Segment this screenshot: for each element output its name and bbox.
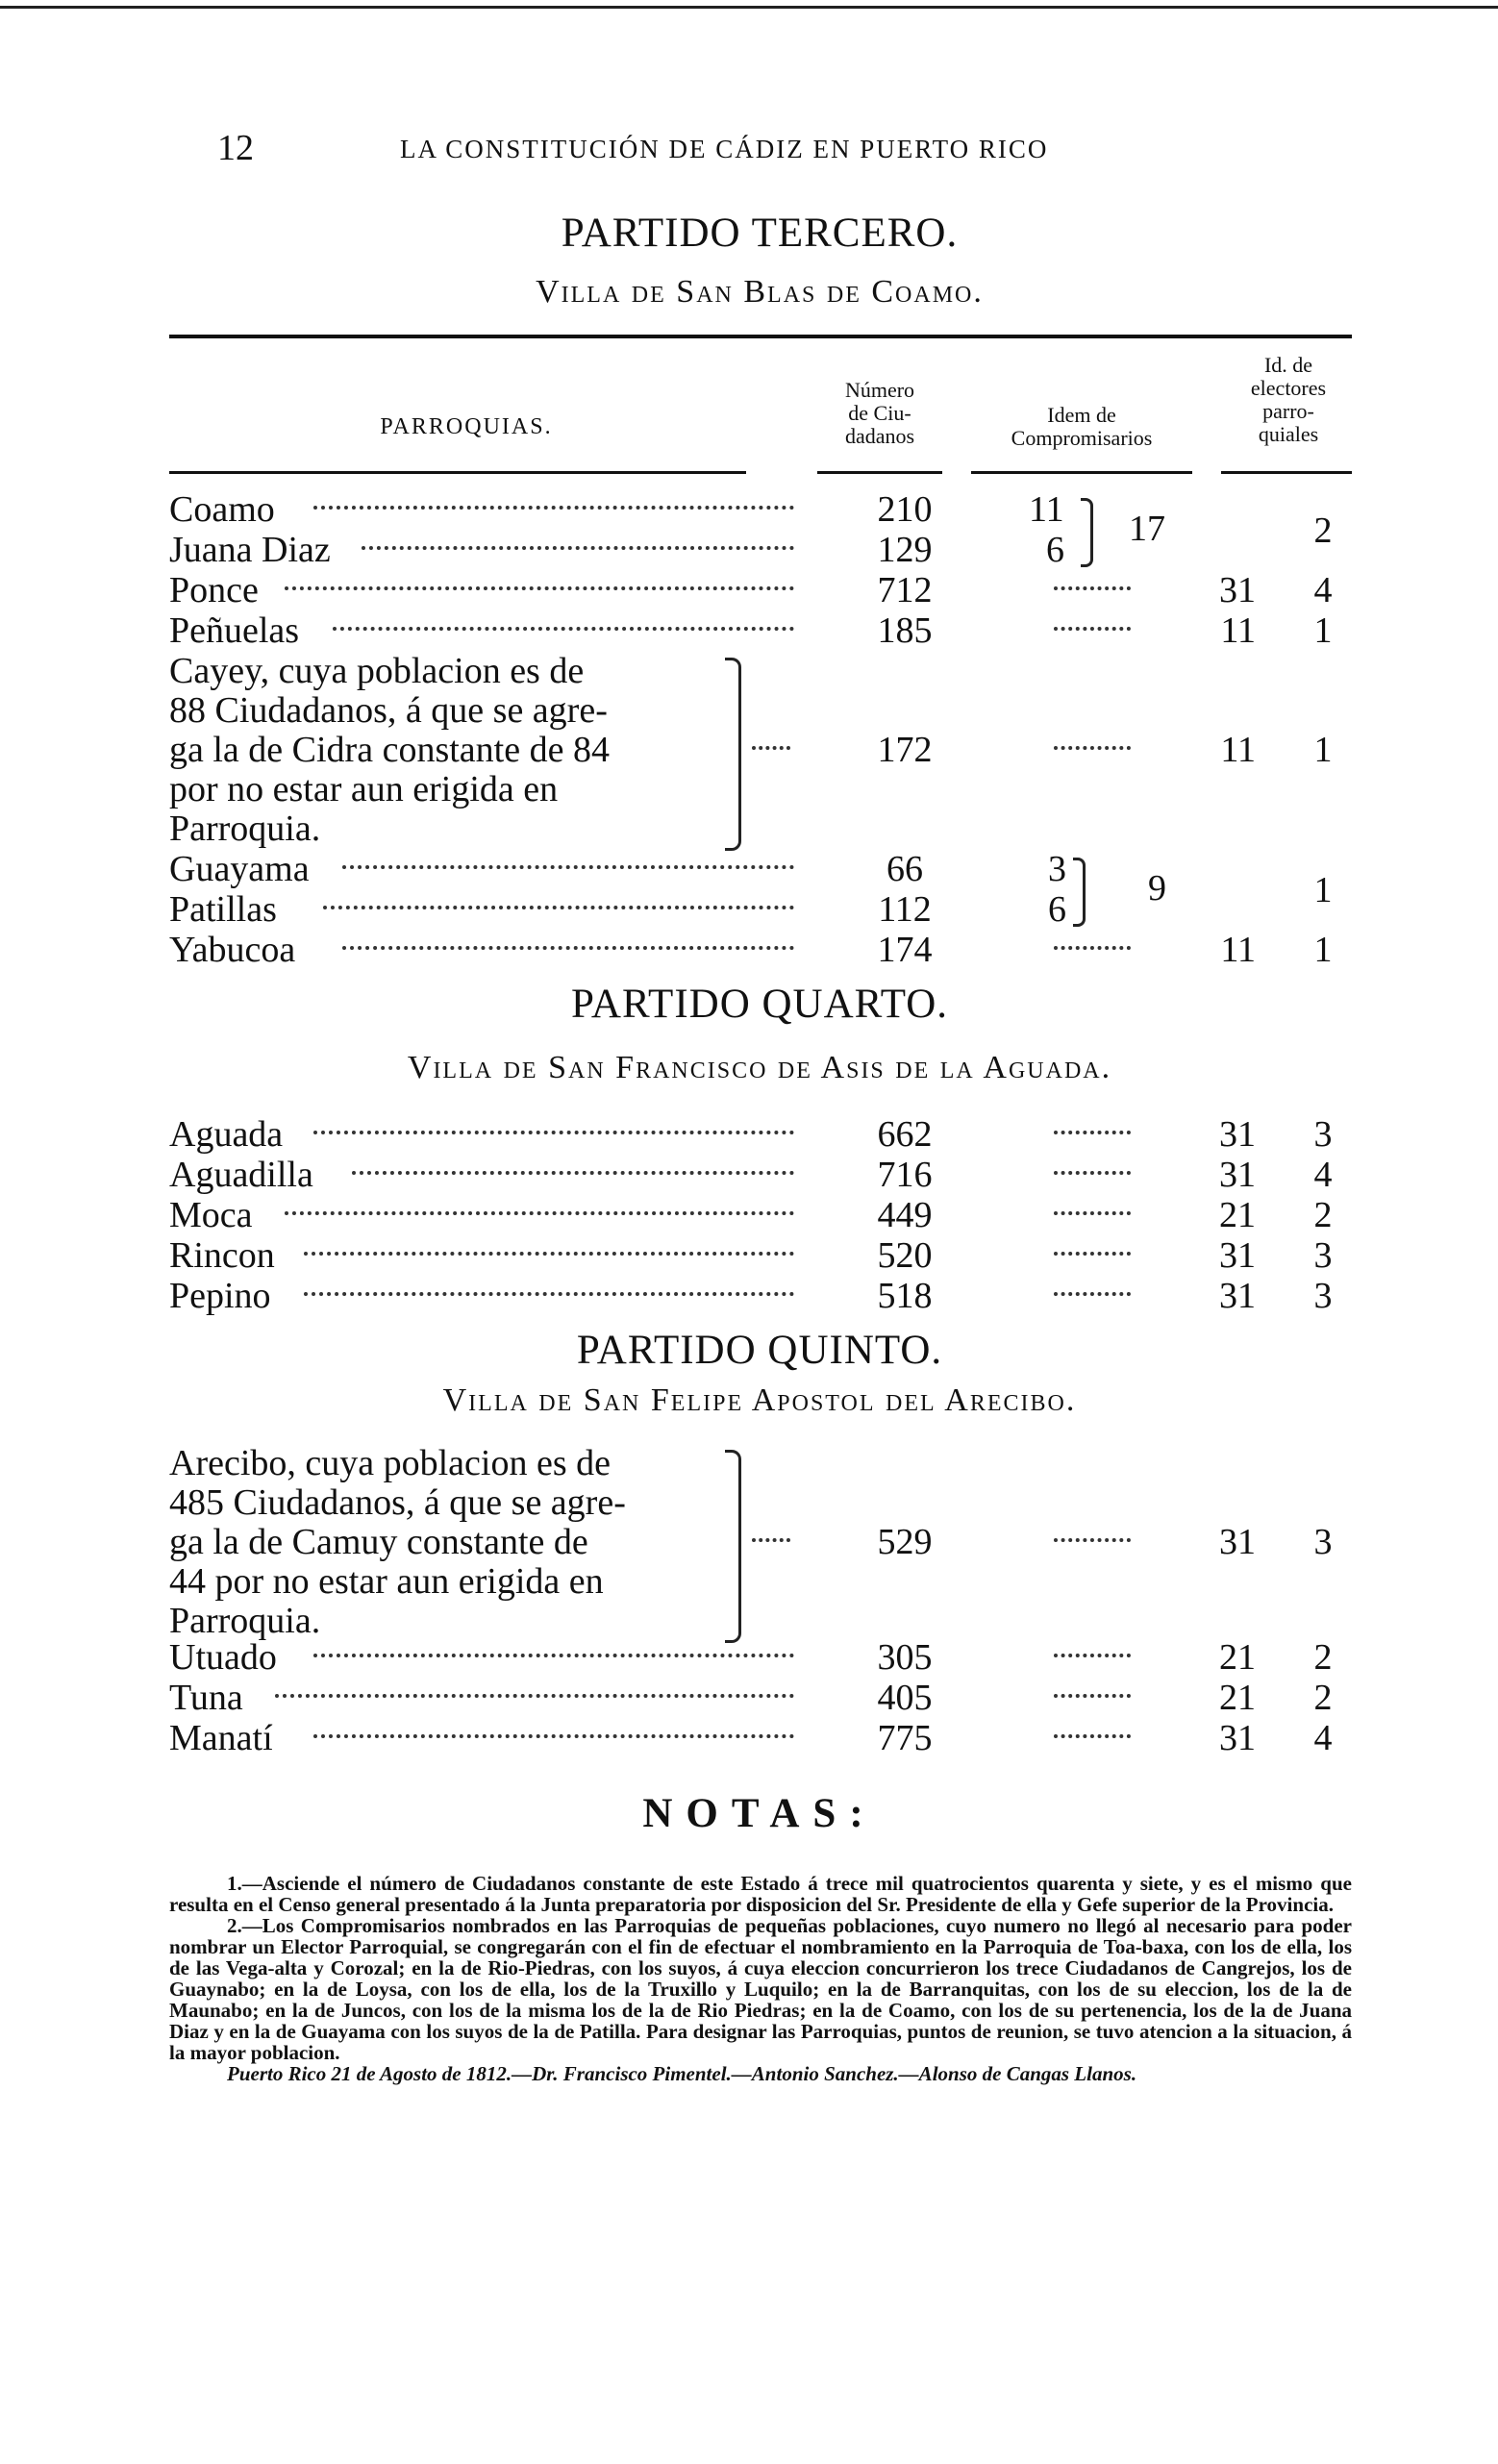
- leader-dots: [285, 1211, 794, 1215]
- electores-value: 3: [1313, 1114, 1333, 1155]
- table-row-multiline: [169, 1442, 1352, 1649]
- leader-dots: [362, 546, 794, 550]
- compromisarios-value: 21: [1219, 1195, 1256, 1235]
- ciudadanos-value: 305: [877, 1637, 933, 1678]
- ciudadanos-value: 712: [877, 570, 933, 610]
- header-rule-numero: [817, 471, 942, 474]
- header-electores: [1221, 354, 1356, 446]
- parroquia-name: Manatí: [169, 1718, 273, 1758]
- electores-value: 2: [1313, 510, 1333, 551]
- leader-dots: [313, 506, 794, 510]
- header-rule-parroquias: [169, 471, 746, 474]
- leader-dots: [752, 746, 790, 750]
- compromisarios-group: [1029, 488, 1183, 575]
- leader-dots: [342, 946, 794, 950]
- compromisarios-value: 11: [1029, 489, 1064, 530]
- villa-coamo-heading: Villa de San Blas de Coamo.: [536, 274, 984, 310]
- table-row: [169, 1194, 1352, 1234]
- leader-dots: [313, 1734, 794, 1738]
- header-rule-compromisarios: [971, 471, 1192, 474]
- header-numero-line: de Ciu-: [848, 401, 911, 425]
- villa-aguada-heading: Villa de San Francisco de Asis de la Aguada.: [407, 1050, 1112, 1085]
- compromisarios-value: 11: [1220, 930, 1256, 970]
- signature-line: Puerto Rico 21 de Agosto de 1812.—Dr. Francisco Pimentel.—Antonio Sanchez.—Alonso de Cangas Llanos.: [227, 2062, 1137, 2085]
- page-number: 12: [217, 128, 254, 168]
- parroquia-name: Aguadilla: [169, 1155, 313, 1195]
- table-row: [169, 610, 1352, 650]
- parroquia-name: Rincon: [169, 1235, 275, 1276]
- leader-dots: [1054, 1131, 1131, 1134]
- header-electores-line: quiales: [1258, 422, 1319, 446]
- electores-value: 4: [1313, 1718, 1333, 1758]
- notes-block: [169, 1873, 1352, 2084]
- ciudadanos-value: 518: [877, 1276, 933, 1316]
- parroquia-line: 44 por no estar aun erigida en: [169, 1561, 604, 1602]
- leader-dots: [313, 1131, 794, 1134]
- header-compromisarios: [971, 404, 1192, 450]
- table-row: [169, 1113, 1352, 1154]
- compromisarios-value: 31: [1219, 1114, 1256, 1155]
- leader-dots: [1054, 1252, 1131, 1256]
- leader-dots: [1054, 1292, 1131, 1296]
- leader-dots: [1054, 1654, 1131, 1657]
- electores-value: 1: [1313, 610, 1333, 651]
- electores-value: 4: [1313, 570, 1333, 610]
- partido-quinto-heading: PARTIDO QUINTO.: [576, 1328, 943, 1373]
- parroquia-line: Arecibo, cuya poblacion es de: [169, 1443, 611, 1483]
- leader-dots: [1054, 1211, 1131, 1215]
- leader-dots: [313, 1654, 794, 1657]
- compromisarios-value: 31: [1219, 1155, 1256, 1195]
- leader-dots: [1054, 627, 1131, 631]
- ciudadanos-value: 174: [877, 930, 933, 970]
- leader-dots: [342, 865, 794, 869]
- table-row: [169, 569, 1352, 610]
- compromisarios-value: 6: [1048, 889, 1066, 930]
- note-paragraph: 1.—Asciende el número de Ciudadanos constante de este Estado á trece mil quatrocientos quarenta y siete, y es el mismo que resulta en el Censo general presentado á la Junta preparatoria por disposicion del Sr. Presidente de ella y Gefe superior de la Provincia.: [169, 1872, 1352, 1916]
- parroquia-name: Juana Diaz: [169, 530, 331, 570]
- compromisarios-value: 21: [1219, 1678, 1256, 1718]
- parroquia-name: Yabucoa: [169, 930, 296, 970]
- parroquia-name: Utuado: [169, 1637, 277, 1678]
- ciudadanos-value: 716: [877, 1155, 933, 1195]
- header-numero: [808, 379, 952, 448]
- leader-dots: [1054, 1734, 1131, 1738]
- compromisarios-value: 11: [1220, 610, 1256, 651]
- villa-arecibo-heading: Villa de San Felipe Apostol del Arecibo.: [442, 1382, 1077, 1418]
- compromisarios-value: 31: [1219, 1276, 1256, 1316]
- running-title: LA CONSTITUCIÓN DE CÁDIZ EN PUERTO RICO: [400, 135, 1049, 163]
- parroquia-line: ga la de Cidra constante de 84: [169, 730, 610, 770]
- table-row-multiline: [169, 650, 1352, 857]
- ciudadanos-value: 66: [886, 849, 923, 889]
- top-border: [0, 6, 1498, 9]
- leader-dots: [1054, 946, 1131, 950]
- parroquia-name: Patillas: [169, 889, 277, 930]
- leader-dots: [1054, 1694, 1131, 1698]
- note-paragraph: 2.—Los Compromisarios nombrados en las Parroquias de pequeñas poblaciones, cuyo numero no llegó al necesario para poder nombrar un Elector Parroquial, se congregarán con el fin de efectuar el nombramiento en la Parroquia de Toa-baxa, con los de ella, los de las Vega-alta y Corozal; en la de Rio-Piedras, con los suyos, á cuya eleccion concurrieron los trece Ciudadanos de Cangrejos, los de Guaynabo; en la de Loysa, con los de ella, los de la Truxillo y Luquilo; en la de Barranquitas, con los de su eleccion, los de la de Maunabo; en la de Juncos, con los de la misma los de la de Rio Piedras; en la de Coamo, con los de su pertenencia, los de la de Juana Diaz y en la de Guayama con los suyos de la de Patilla. Para designar las Parroquias, puntos de reunion, se tuvo atencion a la situacion, á la mayor poblacion.: [169, 1914, 1352, 2064]
- electores-group: [1294, 869, 1352, 911]
- partido-tercero-heading: PARTIDO TERCERO.: [561, 211, 959, 256]
- ciudadanos-value: 129: [877, 530, 933, 570]
- header-compromisarios-line: Idem de: [1047, 403, 1116, 427]
- leader-dots: [352, 1171, 794, 1175]
- compromisarios-value: 31: [1219, 570, 1256, 610]
- group-brace: [1081, 498, 1093, 567]
- row-brace: [725, 658, 741, 851]
- parroquia-line: 88 Ciudadanos, á que se agre-: [169, 690, 608, 731]
- ciudadanos-value: 112: [878, 889, 932, 930]
- header-numero-line: Número: [844, 378, 915, 402]
- leader-dots: [1054, 586, 1131, 590]
- compromisarios-value: 3: [1048, 849, 1066, 889]
- running-head: [217, 127, 1198, 175]
- group-brace: [1073, 858, 1086, 927]
- table-row: [169, 1154, 1352, 1194]
- parroquia-name: Moca: [169, 1195, 253, 1235]
- ciudadanos-value: 520: [877, 1235, 933, 1276]
- ciudadanos-value: 529: [877, 1522, 933, 1562]
- table-row: [169, 1234, 1352, 1275]
- notas-heading: NOTAS:: [642, 1791, 877, 1836]
- parroquia-name: Ponce: [169, 570, 259, 610]
- header-parroquias: PARROQUIAS.: [380, 414, 553, 439]
- compromisarios-value: 6: [1046, 530, 1064, 570]
- ciudadanos-value: 662: [877, 1114, 933, 1155]
- compromisarios-value: 21: [1219, 1637, 1256, 1678]
- table-top-rule: [169, 335, 1352, 338]
- electores-group: [1294, 510, 1352, 552]
- table-row: [169, 1636, 1352, 1677]
- leader-dots: [1054, 1171, 1131, 1175]
- parroquia-line: Parroquia.: [169, 809, 321, 849]
- compromisarios-value: 31: [1219, 1718, 1256, 1758]
- header-numero-line: dadanos: [844, 424, 915, 448]
- parroquia-line: Cayey, cuya poblacion es de: [169, 651, 585, 691]
- compromisarios-total: 17: [1129, 509, 1165, 549]
- table-row: [169, 1717, 1352, 1757]
- leader-dots: [1054, 1538, 1131, 1542]
- parroquia-name: Coamo: [169, 489, 275, 530]
- leader-dots: [1054, 746, 1131, 750]
- table-row: [169, 1677, 1352, 1717]
- ciudadanos-value: 405: [877, 1678, 933, 1718]
- parroquia-line: 485 Ciudadanos, á que se agre-: [169, 1482, 626, 1523]
- leader-dots: [304, 1292, 794, 1296]
- parroquia-name: Guayama: [169, 849, 310, 889]
- leader-dots: [304, 1252, 794, 1256]
- parroquia-name: Tuna: [169, 1678, 243, 1718]
- compromisarios-group: [1048, 848, 1192, 934]
- parroquia-name: Peñuelas: [169, 610, 300, 651]
- header-electores-line: electores: [1250, 376, 1327, 400]
- table-row: [169, 1275, 1352, 1315]
- electores-value: 2: [1313, 1637, 1333, 1678]
- header-compromisarios-line: Compromisarios: [1011, 426, 1153, 450]
- ciudadanos-value: 185: [877, 610, 933, 651]
- ciudadanos-value: 172: [877, 730, 933, 770]
- electores-value: 2: [1313, 1678, 1333, 1718]
- parroquia-name: Aguada: [169, 1114, 284, 1155]
- leader-dots: [323, 906, 794, 909]
- ciudadanos-value: 775: [877, 1718, 933, 1758]
- leader-dots: [275, 1694, 794, 1698]
- compromisarios-value: 31: [1219, 1235, 1256, 1276]
- electores-value: 3: [1313, 1522, 1333, 1562]
- electores-value: 1: [1313, 930, 1333, 970]
- row-brace: [725, 1450, 741, 1643]
- table-row: [169, 929, 1352, 969]
- compromisarios-total: 9: [1148, 868, 1166, 908]
- partido-quarto-heading: PARTIDO QUARTO.: [570, 982, 949, 1027]
- leader-dots: [752, 1538, 790, 1542]
- electores-value: 1: [1313, 870, 1333, 910]
- ciudadanos-value: 449: [877, 1195, 933, 1235]
- parroquia-line: por no estar aun erigida en: [169, 769, 559, 809]
- compromisarios-value: 11: [1220, 730, 1256, 770]
- parroquia-name: Pepino: [169, 1276, 271, 1316]
- leader-dots: [285, 586, 794, 590]
- electores-value: 3: [1313, 1235, 1333, 1276]
- electores-value: 3: [1313, 1276, 1333, 1316]
- electores-value: 1: [1313, 730, 1333, 770]
- header-electores-line: parro-: [1262, 399, 1314, 423]
- leader-dots: [333, 627, 794, 631]
- electores-value: 2: [1313, 1195, 1333, 1235]
- parroquia-line: Parroquia.: [169, 1601, 321, 1641]
- header-rule-electores: [1221, 471, 1352, 474]
- electores-value: 4: [1313, 1155, 1333, 1195]
- ciudadanos-value: 210: [877, 489, 933, 530]
- parroquia-line: ga la de Camuy constante de: [169, 1522, 588, 1562]
- header-electores-line: Id. de: [1263, 353, 1313, 377]
- compromisarios-value: 31: [1219, 1522, 1256, 1562]
